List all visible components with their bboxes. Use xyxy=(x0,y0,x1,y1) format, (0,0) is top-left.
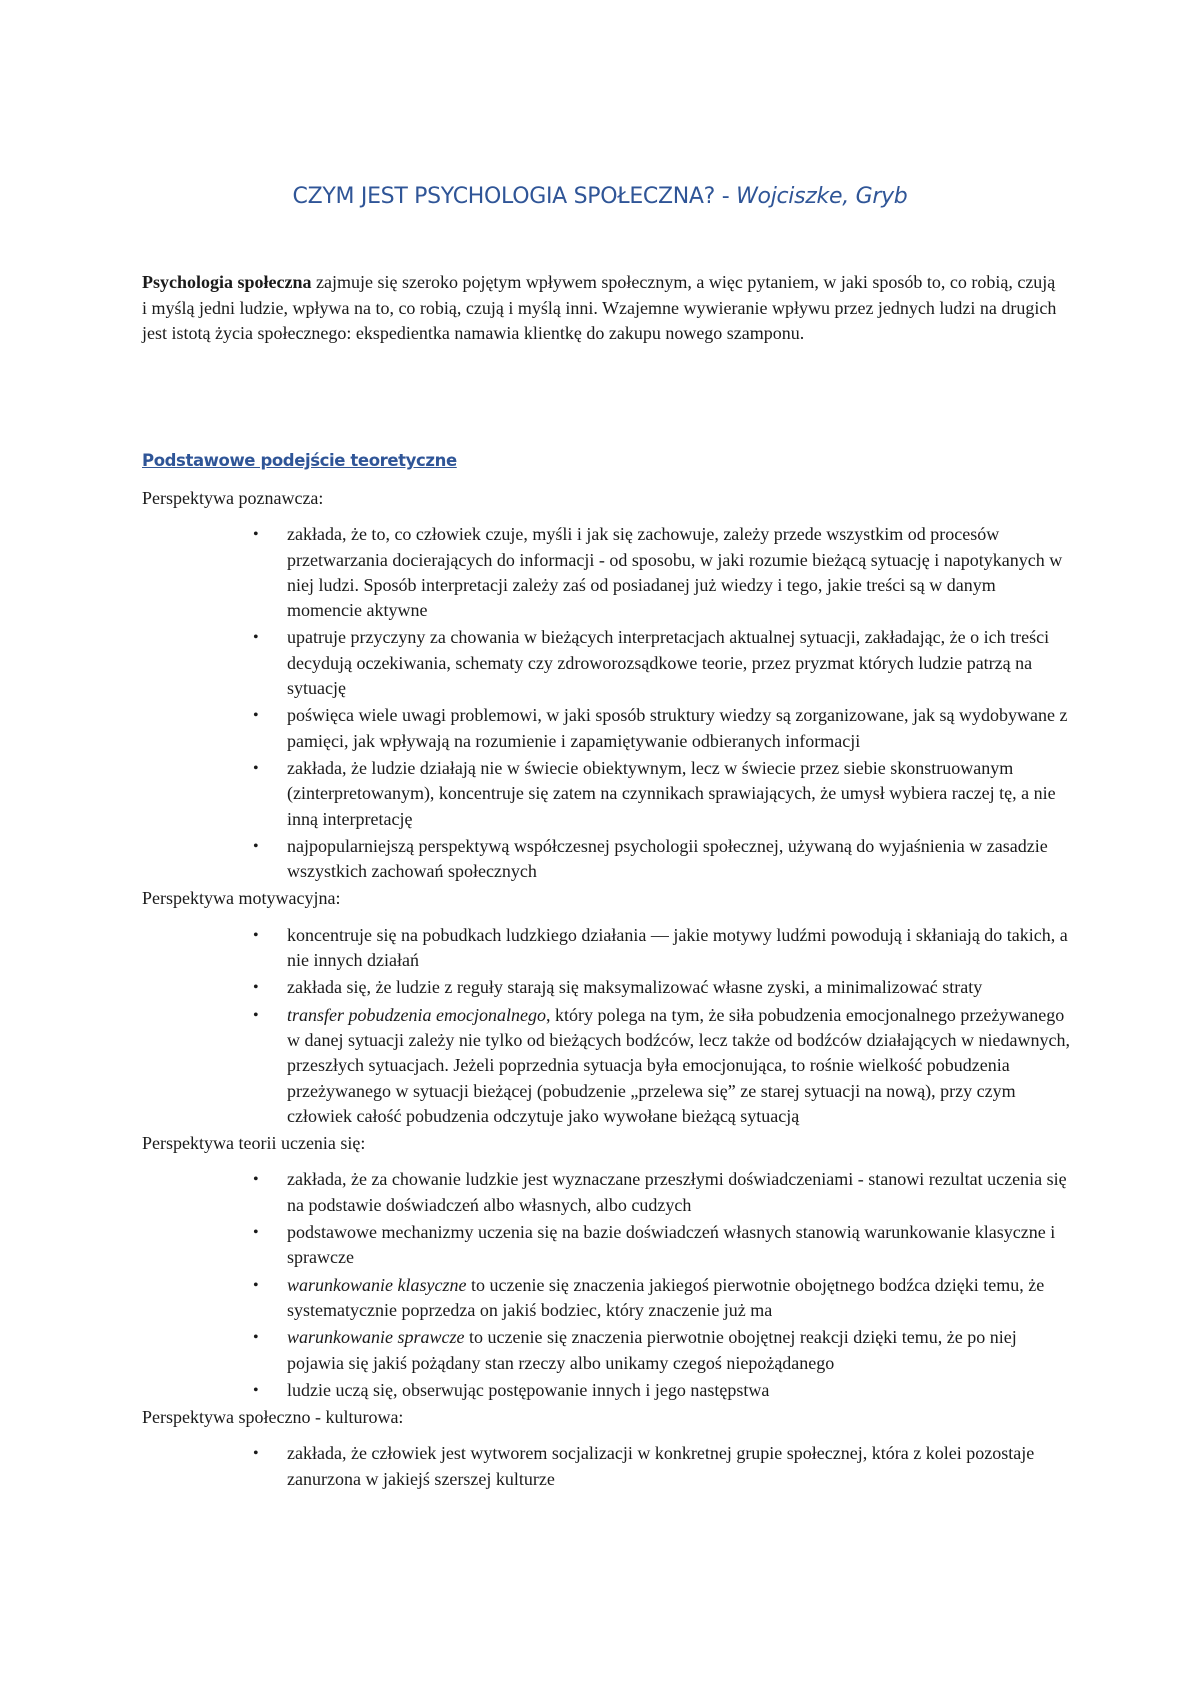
perspective-block xyxy=(142,886,1072,1129)
list-item-text: zakłada, że ludzie działają nie w świecie obiektywnym, lecz w świecie przez siebie skonstruowanym (zinterpretowanym), koncentruje się zatem na czynnikach sprawiających, że umysł wybiera raczej tę, a nie inną interpretację xyxy=(287,757,1056,829)
list-item-text: upatruje przyczyny za chowania w bieżących interpretacjach aktualnej sytuacji, zakładając, że o ich treści decydują oczekiwania, schematy czy zdroworozsądkowe teorie, przez pryzmat których ludzie patrzą na sytuację xyxy=(287,627,1050,699)
list-item-text: to uczenie się znaczenia jakiegoś pierwotnie obojętnego bodźca dzięki temu, że systematycznie poprzedza on jakiś bodziec, który znaczenie już ma xyxy=(287,1274,1045,1320)
perspective-points xyxy=(142,1441,1072,1492)
list-item-text: to uczenie się znaczenia pierwotnie obojętnej reakcji dzięki temu, że po niej pojawia się jakiś pożądany stan rzeczy albo unikamy czegoś niepożądanego xyxy=(287,1327,1017,1373)
list-item xyxy=(253,834,1072,885)
perspective-points xyxy=(142,1167,1072,1403)
perspective-points xyxy=(142,522,1072,884)
perspective-label: Perspektywa poznawcza: xyxy=(142,488,324,508)
intro-term: Psychologia społeczna xyxy=(142,272,312,292)
list-item xyxy=(253,1167,1072,1218)
list-item xyxy=(253,1003,1072,1129)
document-title xyxy=(0,184,1200,209)
bullet-icon: • xyxy=(253,979,259,997)
list-item xyxy=(253,1325,1072,1376)
bullet-icon: • xyxy=(253,629,259,647)
perspective-label: Perspektywa motywacyjna: xyxy=(142,888,341,909)
list-item-text: zakłada, że to, co człowiek czuje, myśli i jak się zachowuje, zależy przede wszystkim od procesów przetwarzania docierających do informacji - od sposobu, w jaki rozumie bieżącą sytuację i napotykanych w niej ludzi. Sposób interpretacji zależy zaś od posiadanej już wiedzy i tego, jakie treści są w danym momencie aktywne xyxy=(287,524,1063,621)
section-heading: Podstawowe podejście teoretyczne xyxy=(142,451,457,470)
list-item xyxy=(253,975,1072,1000)
perspective-label: Perspektywa teorii uczenia się: xyxy=(142,1133,366,1154)
bullet-icon: • xyxy=(253,759,259,777)
list-item-term: transfer pobudzenia emocjonalnego xyxy=(287,1004,546,1025)
title-main: CZYM JEST PSYCHOLOGIA SPOŁECZNA? - xyxy=(292,184,737,209)
list-item-term: warunkowanie klasyczne xyxy=(287,1274,467,1295)
list-item-text: zakłada się, że ludzie z reguły starają się maksymalizować własne zyski, a minimalizować straty xyxy=(287,977,983,998)
bullet-icon: • xyxy=(253,526,259,544)
bullet-icon: • xyxy=(253,1445,259,1463)
list-item-text: koncentruje się na pobudkach ludzkiego działania — jakie motywy ludźmi powodują i skłaniają do takich, a nie innych działań xyxy=(287,924,1068,971)
bullet-icon: • xyxy=(253,707,259,725)
perspective-block xyxy=(142,486,1072,884)
bullet-icon: • xyxy=(253,1171,259,1189)
list-item-text: zakłada, że za chowanie ludzkie jest wyznaczane przeszłymi doświadczeniami - stanowi rezultat uczenia się na podstawie doświadczeń albo własnych, albo cudzych xyxy=(287,1169,1067,1215)
list-item xyxy=(253,1273,1072,1324)
perspective-block xyxy=(142,1405,1072,1492)
list-item xyxy=(253,756,1072,832)
list-item-text: najpopularniejszą perspektywą współczesnej psychologii społecznej, używaną do wyjaśnienia w zasadzie wszystkich zachowań społecznych xyxy=(287,835,1048,882)
list-item xyxy=(253,522,1072,623)
list-item-term: warunkowanie sprawcze xyxy=(287,1327,465,1348)
perspective-points xyxy=(142,923,1072,1129)
bullet-icon: • xyxy=(253,1276,259,1294)
bullet-icon: • xyxy=(253,1329,259,1347)
intro-text: zajmuje się szeroko pojętym wpływem społecznym, a więc pytaniem, w jaki sposób to, co robią, czują i myślą jedni ludzie, wpływa na to, co robią, czują i myślą inni. Wzajemne wywieranie wpływu przez jednych ludzi na drugich jest istotą życia społecznego: ekspedientka namawia klientkę do zakupu nowego szamponu. xyxy=(142,272,1057,343)
list-item xyxy=(253,1378,1072,1403)
list-item-text: poświęca wiele uwagi problemowi, w jaki sposób struktury wiedzy są zorganizowane, jak są wydobywane z pamięci, jak wpływają na rozumienie i zapamiętywanie odbieranych informacji xyxy=(287,705,1068,751)
bullet-icon: • xyxy=(253,1006,259,1024)
list-item-text: ludzie uczą się, obserwując postępowanie innych i jego następstwa xyxy=(287,1379,770,1400)
list-item xyxy=(253,923,1072,974)
list-item-text: zakłada, że człowiek jest wytworem socjalizacji w konkretnej grupie społecznej, która z kolei pozostaje zanurzona w jakiejś szerszej kulturze xyxy=(287,1443,1035,1489)
bullet-icon: • xyxy=(253,926,259,944)
list-item-text: , który polega na tym, że siła pobudzenia emocjonalnego przeżywanego w danej sytuacji zależy nie tylko od bieżących bodźców, lecz także od bodźców działających w niedawnych, przeszłych sytuacjach. Jeżeli poprzednia sytuacja była emocjonująca, to rośnie wielkość pobudzenia przeżywanego w sytuacji bieżącej (pobudzenie „przelewa się” ze starej sytuacji na nową), przy czym człowiek całość pobudzenia odczytuje jako wywołane bieżącą sytuacją xyxy=(287,1004,1070,1126)
list-item xyxy=(253,1220,1072,1271)
list-item xyxy=(253,1441,1072,1492)
perspectives-list xyxy=(142,486,1072,1494)
bullet-icon: • xyxy=(253,837,259,855)
perspective-block xyxy=(142,1131,1072,1403)
intro-paragraph xyxy=(142,270,1060,347)
bullet-icon: • xyxy=(253,1224,259,1242)
list-item xyxy=(253,703,1072,754)
title-authors: Wojciszke, Gryb xyxy=(736,184,908,209)
bullet-icon: • xyxy=(253,1381,259,1399)
list-item xyxy=(253,625,1072,701)
perspective-label: Perspektywa społeczno - kulturowa: xyxy=(142,1407,404,1428)
list-item-text: podstawowe mechanizmy uczenia się na bazie doświadczeń własnych stanowią warunkowanie klasyczne i sprawcze xyxy=(287,1222,1056,1268)
